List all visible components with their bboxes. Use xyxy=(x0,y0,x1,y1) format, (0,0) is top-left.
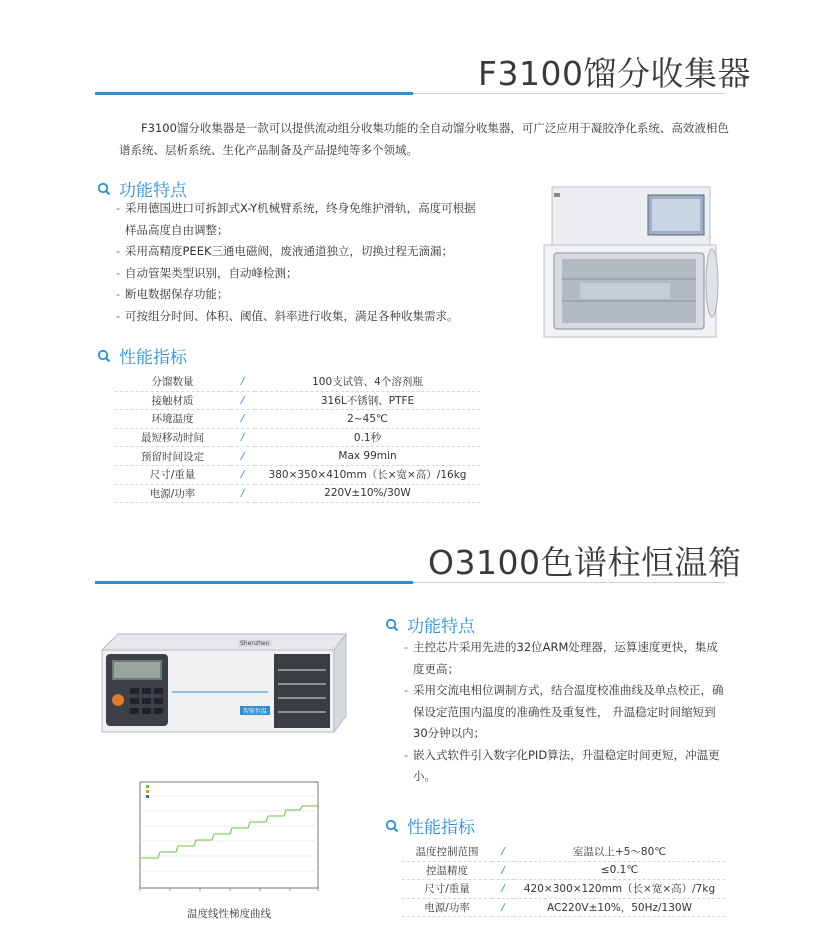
f3100-feature-list xyxy=(116,198,486,327)
search-icon xyxy=(97,182,113,196)
o3100-specs-heading xyxy=(385,813,475,838)
f3100-title: F3100馏分收集器 xyxy=(478,54,751,93)
spec-separator: / xyxy=(230,465,255,484)
section-heading-text: 功能特点 xyxy=(119,181,187,201)
o3100-spec-table xyxy=(402,843,725,917)
f3100-title-accent xyxy=(95,92,413,95)
spec-value: 380×350×410mm（长×宽×高）/16kg xyxy=(255,465,480,484)
feature-item: - 主控芯片采用先进的32位ARM处理器，运算速度更快，集成度更高； xyxy=(404,637,726,680)
spec-label: 预留时间设定 xyxy=(115,447,230,466)
spec-separator: / xyxy=(492,880,514,899)
spec-value: Max 99min xyxy=(255,447,480,466)
spec-value: 2~45℃ xyxy=(255,410,480,429)
spec-value: 220V±10%/30W xyxy=(255,484,480,503)
table-row xyxy=(115,465,480,484)
f3100-intro: F3100馏分收集器是一款可以提供流动组分收集功能的全自动馏分收集器，可广泛应用于凝胶净化系统、高效液相色谱系统、层析系统、生化产品制备及产品提纯等多个领域。 xyxy=(119,121,729,157)
spec-value: 0.1秒 xyxy=(255,428,480,447)
spec-label: 最短移动时间 xyxy=(115,428,230,447)
o3100-title-accent xyxy=(95,581,413,584)
spec-label: 尺寸/重量 xyxy=(115,465,230,484)
feature-item: - 断电数据保存功能； xyxy=(116,284,486,306)
table-row xyxy=(115,391,480,410)
search-icon xyxy=(385,618,401,632)
spec-label: 电源/功率 xyxy=(115,484,230,503)
table-row xyxy=(115,484,480,503)
spec-value: 室温以上+5～80℃ xyxy=(514,843,725,861)
search-icon xyxy=(385,819,401,833)
spec-label: 环境温度 xyxy=(115,410,230,429)
table-row xyxy=(115,428,480,447)
feature-item: - 自动管架类型识别，自动峰检测； xyxy=(116,263,486,285)
o3100-device-image xyxy=(98,620,360,742)
section-heading-text: 性能指标 xyxy=(407,818,475,838)
spec-value: 316L不锈钢、PTFE xyxy=(255,391,480,410)
spec-label: 电源/功率 xyxy=(402,898,492,917)
spec-separator: / xyxy=(230,373,255,391)
spec-label: 尺寸/重量 xyxy=(402,880,492,899)
feature-item: - 可按组分时间、体积、阈值、斜率进行收集，满足各种收集需求。 xyxy=(116,306,486,328)
feature-item: - 嵌入式软件引入数字化PID算法，升温稳定时间更短，冲温更小。 xyxy=(404,745,726,788)
spec-label: 接触材质 xyxy=(115,391,230,410)
spec-separator: / xyxy=(230,391,255,410)
feature-item: - 采用交流电相位调制方式，结合温度校准曲线及单点校正，确保设定范围内温度的准确性及重复性， 升温稳定时间缩短到30分钟以内； xyxy=(404,680,726,745)
spec-separator: / xyxy=(230,484,255,503)
spec-label: 分馏数量 xyxy=(115,373,230,391)
spec-separator: / xyxy=(230,410,255,429)
section-heading-text: 功能特点 xyxy=(407,617,475,637)
spec-separator: / xyxy=(230,428,255,447)
table-row xyxy=(115,410,480,429)
spec-value: 420×300×120mm（长×宽×高）/7kg xyxy=(514,880,725,899)
section-heading-text: 性能指标 xyxy=(119,348,187,368)
temperature-curve-chart xyxy=(118,776,323,902)
f3100-specs-heading xyxy=(97,343,187,368)
spec-label: 控温精度 xyxy=(402,861,492,880)
table-row xyxy=(402,843,725,861)
spec-value: ≤0.1℃ xyxy=(514,861,725,880)
chart-caption: 温度线性梯度曲线 xyxy=(187,908,271,920)
f3100-device-image xyxy=(540,183,720,343)
spec-value: AC220V±10%，50Hz/130W xyxy=(514,898,725,917)
device-brand-label: Shenzhen xyxy=(240,640,270,647)
table-row xyxy=(115,373,480,391)
spec-separator: / xyxy=(230,447,255,466)
o3100-title: O3100色谱柱恒温箱 xyxy=(428,543,742,582)
device-badge: 智能恒温 xyxy=(240,706,270,715)
table-row xyxy=(402,898,725,917)
o3100-features-heading xyxy=(385,612,475,637)
feature-item: - 采用德国进口可拆卸式X-Y机械臂系统，终身免维护滑轨，高度可根据样品高度自由调整； xyxy=(116,198,486,241)
table-row xyxy=(402,861,725,880)
table-row xyxy=(115,447,480,466)
o3100-feature-list xyxy=(404,637,726,788)
spec-separator: / xyxy=(492,843,514,861)
f3100-spec-table xyxy=(115,373,480,503)
spec-value: 100支试管、4个溶剂瓶 xyxy=(255,373,480,391)
search-icon xyxy=(97,349,113,363)
spec-separator: / xyxy=(492,861,514,880)
spec-separator: / xyxy=(492,898,514,917)
spec-label: 温度控制范围 xyxy=(402,843,492,861)
table-row xyxy=(402,880,725,899)
feature-item: - 采用高精度PEEK三通电磁阀，废液通道独立，切换过程无滴漏； xyxy=(116,241,486,263)
